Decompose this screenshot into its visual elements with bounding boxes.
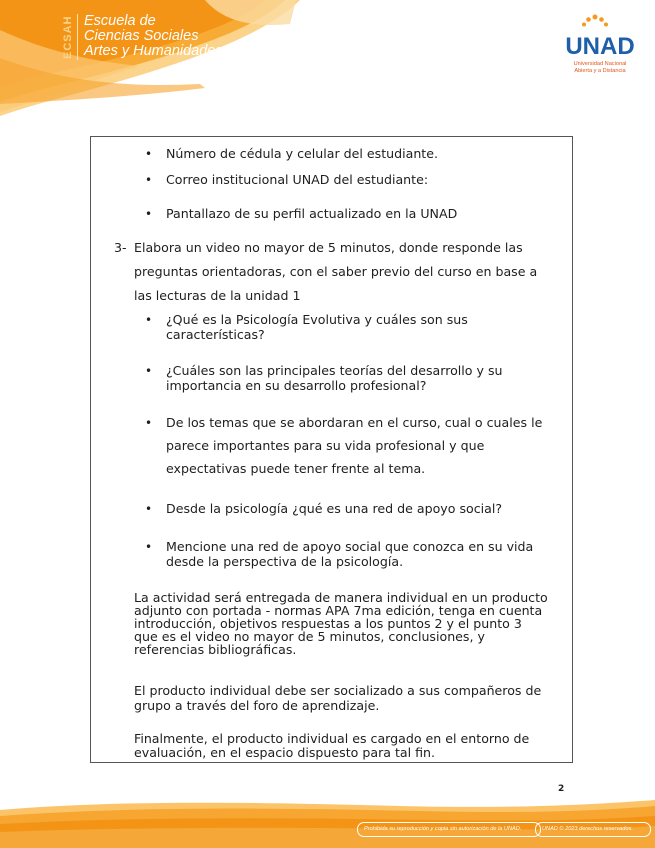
question-line: parece importantes para su vida profesional y que	[166, 438, 485, 453]
footer-notice: Prohibida su reproducción y copia sin autorización de la UNAD.	[357, 822, 541, 837]
list-item: Número de cédula y celular del estudiante.	[166, 146, 439, 161]
question-line: características?	[166, 327, 265, 342]
bullet-icon: •	[145, 147, 153, 161]
paragraph-line: introducción, objetivos respuestas a los puntos 2 y el punto 3	[134, 616, 522, 631]
unad-subtitle-line: Universidad Nacional	[573, 61, 627, 67]
question-line: De los temas que se abordaran en el curso, cual o cuales le	[166, 415, 543, 430]
bullet-icon: •	[145, 313, 153, 327]
bullet-icon: •	[145, 502, 153, 516]
school-name-line: Escuela de	[84, 13, 156, 29]
item-text-line: preguntas orientadoras, con el saber previo del curso en base a	[134, 264, 538, 279]
paragraph-line: evaluación, en el espacio dispuesto para tal fin.	[134, 745, 436, 760]
school-acronym: ECSAH	[62, 14, 78, 60]
bullet-icon: •	[145, 416, 153, 430]
question-line: ¿Cuáles son las principales teorías del desarrollo y su	[166, 363, 503, 378]
item-text-line: las lecturas de la unidad 1	[134, 288, 301, 303]
unad-logo-subtitle	[565, 61, 635, 74]
school-name	[84, 14, 223, 59]
bullet-icon: •	[145, 207, 153, 221]
item-text-line: Elabora un video no mayor de 5 minutos, donde responde las	[134, 240, 523, 255]
question-line: desde la perspectiva de la psicología.	[166, 554, 404, 569]
page-number: 2	[558, 784, 565, 794]
bullet-icon: •	[145, 540, 153, 554]
footer-copyright: UNAD © 2023 derechos reservados.	[535, 822, 651, 837]
paragraph-line: El producto individual debe ser socializado a sus compañeros de	[134, 683, 542, 698]
school-name-line: Ciencias Sociales	[84, 28, 199, 44]
paragraph-line: Finalmente, el producto individual es cargado en el entorno de	[134, 731, 530, 746]
question-line: Desde la psicología ¿qué es una red de apoyo social?	[166, 501, 503, 516]
unad-subtitle-line: Abierta y a Distancia	[574, 67, 626, 74]
school-banner	[62, 14, 223, 60]
bullet-icon: •	[145, 173, 153, 187]
item-number: 3-	[114, 240, 127, 255]
paragraph-line: que es el video no mayor de 5 minutos, conclusiones, y	[134, 629, 485, 644]
question-line: ¿Qué es la Psicología Evolutiva y cuáles son sus	[166, 312, 468, 327]
list-item: Pantallazo de su perfil actualizado en la UNAD	[166, 206, 458, 221]
unad-logo	[565, 12, 635, 80]
question-line: importancia en su desarrollo profesional?	[166, 378, 427, 393]
list-item: Correo institucional UNAD del estudiante:	[166, 172, 429, 187]
school-name-line: Artes y Humanidades	[84, 43, 223, 59]
paragraph-line: grupo a través del foro de aprendizaje.	[134, 698, 380, 713]
bullet-icon: •	[145, 364, 153, 378]
question-line: expectativas puede tener frente al tema.	[166, 461, 426, 476]
paragraph-line: referencias bibliográficas.	[134, 642, 297, 657]
unad-logo-mark	[565, 12, 635, 62]
paragraph-line: adjunto con portada - normas APA 7ma edición, tenga en cuenta	[134, 603, 543, 618]
paragraph-line: La actividad será entregada de manera individual en un producto	[134, 590, 548, 605]
question-line: Mencione una red de apoyo social que conozca en su vida	[166, 539, 534, 554]
unad-logo-text: UNAD	[565, 33, 635, 60]
